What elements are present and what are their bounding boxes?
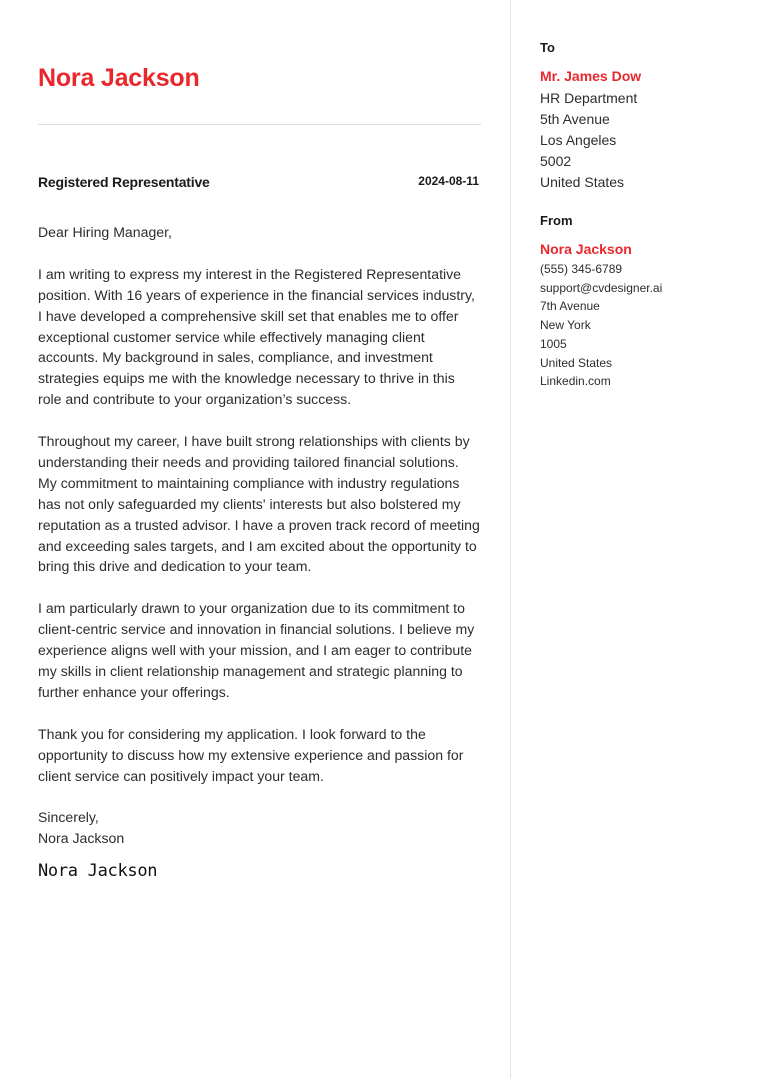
paragraph-3: I am particularly drawn to your organization due to its commitment to client-centric service and innovation in financial solutions. I believe my experience aligns well with your mission, and I am eager to contribute my skills in client relationship management and strategic planning to further enhance your offerings. [38,600,475,700]
paragraph-4: Thank you for considering my application. I look forward to the opportunity to discuss how my extensive experience and passion for client service can positively impact your team. [38,725,464,784]
applicant-name-heading: Nora Jackson [38,64,200,92]
recipient-line: HR Department [540,90,638,106]
recipient-line: United States [540,173,625,190]
sender-heading: From [540,213,573,228]
signature: Nora Jackson [38,861,158,881]
position-title: Registered Representative [38,174,210,190]
sender-city: New York [540,318,591,333]
recipient-heading: To [540,40,555,55]
sender-name: Nora Jackson [540,241,632,257]
closing-name: Nora Jackson [38,830,125,847]
recipient-line: 5th Avenue [540,110,610,127]
sender-phone: (555) 345-6789 [540,262,623,276]
recipient-line: Los Angeles [540,131,617,148]
sender-linkedin: Linkedin.com [540,374,611,389]
recipient-address [540,88,637,193]
sender-postcode: 1005 [540,336,567,351]
header-divider [38,124,481,125]
sender-street: 7th Avenue [540,299,600,314]
sender-contact [540,260,662,391]
sender-email: support@cvdesigner.ai [540,280,663,295]
letter-body [38,222,481,849]
recipient-line: 5002 [540,152,572,169]
salutation: Dear Hiring Manager, [38,224,172,240]
letter-date: 2024-08-11 [418,174,479,188]
letter-meta-row [38,174,481,192]
recipient-name: Mr. James Dow [540,68,642,84]
paragraph-2: Throughout my career, I have built strong relationships with clients by understanding their needs and providing tailored financial solutions. My commitment to maintaining compliance with industry regulations has not only safeguarded my clients' interests but also bolstered my reputation as a trusted advisor. I have a proven track record of meeting and exceeding sales targets, and I am excited about the opportunity to bring this drive and dedication to your team. [38,433,480,575]
paragraph-1: I am writing to express my interest in the Registered Representative position. With 16 years of experience in the financial services industry, I have developed a comprehensive skill set that enables me to offer exceptional customer service while effectively managing client accounts. My background in sales, compliance, and investment strategies equips me with the knowledge necessary to thrive in this role and contribute to your organization’s success. [38,265,475,408]
closing: Sincerely, [38,809,99,826]
sender-country: United States [540,355,613,370]
column-divider [510,0,511,1078]
